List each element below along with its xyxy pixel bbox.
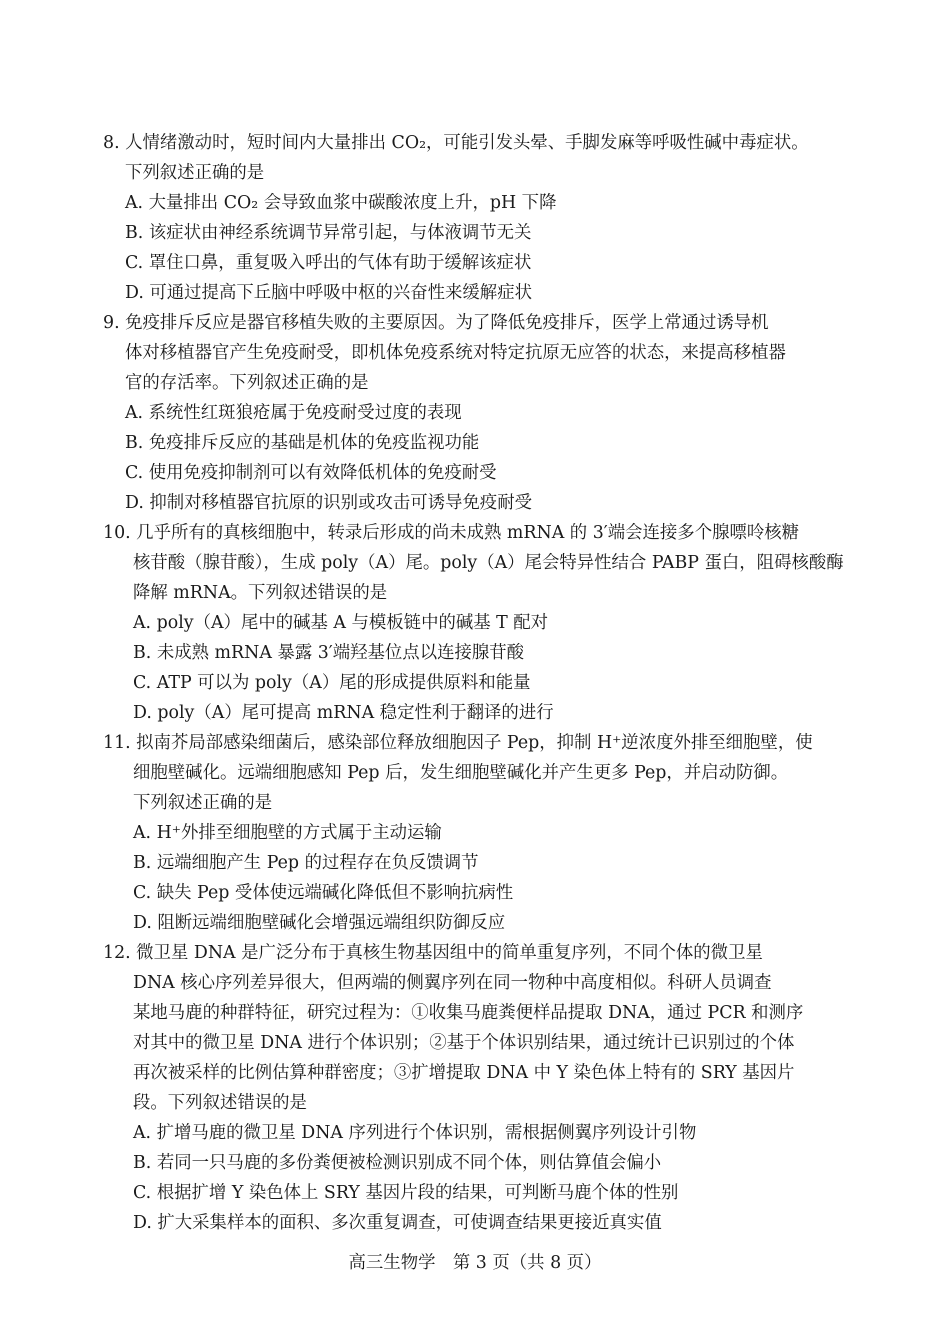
option-a: A. H⁺外排至细胞壁的方式属于主动运输	[133, 823, 442, 843]
option-b: B. 未成熟 mRNA 暴露 3′端羟基位点以连接腺苷酸	[133, 643, 525, 663]
option-d: D. 扩大采集样本的面积、多次重复调查，可使调查结果更接近真实值	[133, 1213, 662, 1233]
question-11	[103, 728, 851, 938]
question-10	[103, 518, 851, 728]
question-stem-line: 核苷酸（腺苷酸），生成 poly（A）尾。poly（A）尾会特异性结合 PABP 蛋白，阻碍核酸酶	[133, 553, 844, 573]
question-9	[103, 308, 851, 518]
question-12	[103, 938, 851, 1238]
option-b: B. 远端细胞产生 Pep 的过程存在负反馈调节	[133, 853, 479, 873]
question-stem-line: 体对移植器官产生免疫耐受，即机体免疫系统对特定抗原无应答的状态，来提高移植器	[125, 343, 786, 363]
question-stem-line: 下列叙述正确的是	[133, 793, 273, 813]
option-a: A. 大量排出 CO₂ 会导致血浆中碳酸浓度上升，pH 下降	[125, 193, 557, 213]
option-c: C. 使用免疫抑制剂可以有效降低机体的免疫耐受	[125, 463, 497, 483]
page-footer: 高三生物学 第 3 页（共 8 页）	[348, 1253, 602, 1273]
option-d: D. 可通过提高下丘脑中呼吸中枢的兴奋性来缓解症状	[125, 283, 532, 303]
option-a: A. 系统性红斑狼疮属于免疫耐受过度的表现	[125, 403, 462, 423]
option-c: C. 缺失 Pep 受体使远端碱化降低但不影响抗病性	[133, 883, 514, 903]
option-a: A. 扩增马鹿的微卫星 DNA 序列进行个体识别，需根据侧翼序列设计引物	[133, 1123, 697, 1143]
question-stem-line: 9. 免疫排斥反应是器官移植失败的主要原因。为了降低免疫排斥，医学上常通过诱导机	[103, 313, 769, 333]
option-c: C. 罩住口鼻，重复吸入呼出的气体有助于缓解该症状	[125, 253, 532, 273]
option-d: D. 阻断远端细胞壁碱化会增强远端组织防御反应	[133, 913, 506, 933]
option-c: C. 根据扩增 Y 染色体上 SRY 基因片段的结果，可判断马鹿个体的性别	[133, 1183, 679, 1203]
question-stem-line: 某地马鹿的种群特征，研究过程为：①收集马鹿粪便样品提取 DNA，通过 PCR 和测序	[133, 1003, 804, 1023]
option-d: D. 抑制对移植器官抗原的识别或攻击可诱导免疫耐受	[125, 493, 532, 513]
question-8	[103, 128, 851, 308]
question-stem-line: 下列叙述正确的是	[125, 163, 265, 183]
question-stem-line: 段。下列叙述错误的是	[133, 1093, 307, 1113]
question-stem-line: 再次被采样的比例估算种群密度；③扩增提取 DNA 中 Y 染色体上特有的 SRY 基因片	[133, 1063, 795, 1083]
option-d: D. poly（A）尾可提高 mRNA 稳定性利于翻译的进行	[133, 703, 554, 723]
option-a: A. poly（A）尾中的碱基 A 与模板链中的碱基 T 配对	[133, 613, 549, 633]
question-stem-line: 10. 几乎所有的真核细胞中，转录后形成的尚未成熟 mRNA 的 3′端会连接多个腺嘌呤核糖	[103, 523, 800, 543]
option-b: B. 免疫排斥反应的基础是机体的免疫监视功能	[125, 433, 480, 453]
question-stem-line: 降解 mRNA。下列叙述错误的是	[133, 583, 388, 603]
question-stem-line: 12. 微卫星 DNA 是广泛分布于真核生物基因组中的简单重复序列，不同个体的微卫星	[103, 943, 763, 963]
option-b: B. 若同一只马鹿的多份粪便被检测识别成不同个体，则估算值会偏小	[133, 1153, 662, 1173]
option-c: C. ATP 可以为 poly（A）尾的形成提供原料和能量	[133, 673, 531, 693]
question-stem-line: 8. 人情绪激动时，短时间内大量排出 CO₂，可能引发头晕、手脚发麻等呼吸性碱中毒症状。	[103, 133, 809, 153]
question-stem-line: 细胞壁碱化。远端细胞感知 Pep 后，发生细胞壁碱化并产生更多 Pep，并启动防御。	[133, 763, 789, 783]
question-stem-line: DNA 核心序列差异很大，但两端的侧翼序列在同一物种中高度相似。科研人员调查	[133, 973, 772, 993]
question-stem-line: 11. 拟南芥局部感染细菌后，感染部位释放细胞因子 Pep，抑制 H⁺逆浓度外排至细胞壁，使	[103, 733, 813, 753]
option-b: B. 该症状由神经系统调节异常引起，与体液调节无关	[125, 223, 532, 243]
question-stem-line: 对其中的微卫星 DNA 进行个体识别；②基于个体识别结果，通过统计已识别过的个体	[133, 1033, 795, 1053]
question-stem-line: 官的存活率。下列叙述正确的是	[125, 373, 369, 393]
